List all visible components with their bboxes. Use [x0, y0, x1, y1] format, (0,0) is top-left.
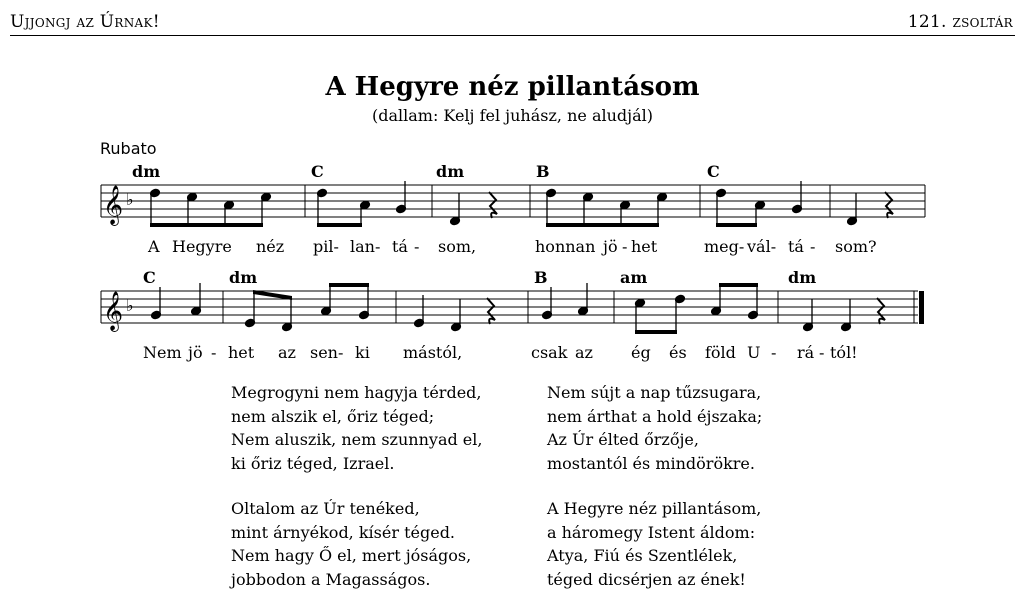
lyric-syllable: vál-	[747, 237, 777, 256]
flat-key-signature-icon: ♭	[126, 296, 134, 315]
lyric-syllable: pil-	[313, 237, 339, 256]
notes-measure-1	[150, 188, 272, 227]
chord-symbol: B	[536, 162, 550, 181]
lyric-syllable: rá	[797, 343, 815, 362]
lyric-syllable: Nem	[143, 343, 182, 362]
chord-symbol: C	[311, 162, 324, 181]
tempo-marking: Rubato	[100, 139, 157, 158]
final-barline	[919, 291, 924, 324]
chord-symbol: C	[143, 268, 156, 287]
chord-symbol: B	[534, 268, 548, 287]
lyric-syllable: A	[148, 237, 160, 256]
running-header-left: Ujjongj az Úrnak!	[10, 12, 160, 32]
lyric-syllable: jö	[188, 343, 203, 362]
lyric-syllable: honnan	[535, 237, 596, 256]
lyric-syllable: het	[631, 237, 658, 256]
lyric-syllable: ki	[355, 343, 370, 362]
lyric-syllable: som?	[835, 237, 877, 256]
lyric-syllable: néz	[256, 237, 285, 256]
lyric-syllable: -	[819, 343, 825, 362]
lyric-syllable: tól!	[830, 343, 858, 362]
chord-symbol: dm	[229, 268, 258, 287]
lyric-syllable: az	[278, 343, 296, 362]
notes-measure-5	[716, 181, 803, 227]
chord-symbol: am	[620, 268, 648, 287]
chord-symbol: dm	[788, 268, 817, 287]
verse-stanza-1: Megrogyni nem hagyja térded, nem alszik el, őriz téged; Nem aluszik, nem szunnyad el, ki őriz téged, Izrael.	[231, 383, 483, 473]
verse-stanza-4: A Hegyre néz pillantásom, a háromegy Istent áldom: Atya, Fiú és Szentlélek, téged dicsérjen az ének!	[547, 499, 762, 589]
lyric-syllable: -	[810, 237, 816, 256]
lyric-syllable: sen-	[310, 343, 344, 362]
chord-symbol: dm	[132, 162, 161, 181]
lyric-syllable: mástól,	[403, 343, 463, 362]
verse-stanza-2: Nem sújt a nap tűzsugara, nem árthat a hold éjszaka; Az Úr élted őrzője, mostantól és mindörökre.	[547, 383, 763, 473]
lyric-syllable: -	[771, 343, 777, 362]
flat-key-signature-icon: ♭	[126, 190, 134, 209]
lyric-syllable: tá	[392, 237, 408, 256]
lyric-syllable: az	[575, 343, 593, 362]
running-header-right: 121. zsoltár	[907, 12, 1013, 32]
lyric-syllable: csak	[531, 343, 568, 362]
lyric-syllable: meg-	[704, 237, 745, 256]
lyric-syllable: és	[669, 343, 687, 362]
lyric-syllable: föld	[705, 343, 736, 362]
lyric-syllable: -	[211, 343, 217, 362]
chord-symbol: C	[707, 162, 720, 181]
notes-measure-4	[546, 188, 668, 227]
song-subtitle: (dallam: Kelj fel juhász, ne aludjál)	[371, 106, 654, 125]
lyric-syllable: Hegyre	[172, 237, 232, 256]
lyric-syllable: tá	[788, 237, 804, 256]
lyric-syllable: het	[228, 343, 255, 362]
lyric-syllable: ég	[631, 343, 651, 362]
treble-clef-icon: 𝄞	[103, 291, 124, 331]
chord-symbol: dm	[436, 162, 465, 181]
lyric-syllable: lan-	[350, 237, 381, 256]
song-title: A Hegyre néz pillantásom	[325, 72, 700, 102]
staff-lines-2	[101, 291, 918, 323]
notes-measure-2	[317, 181, 407, 227]
lyric-syllable: U	[747, 343, 761, 362]
lyric-syllable: jö	[603, 237, 618, 256]
lyric-syllable: -	[622, 237, 628, 256]
treble-clef-icon: 𝄞	[103, 185, 124, 225]
lyric-syllable: som,	[438, 237, 477, 256]
verse-stanza-3: Oltalom az Úr tenéked, mint árnyékod, kísér téged. Nem hagy Ő el, mert jóságos, jobbodon a Magasságos.	[231, 499, 472, 589]
lyric-syllable: -	[414, 237, 420, 256]
